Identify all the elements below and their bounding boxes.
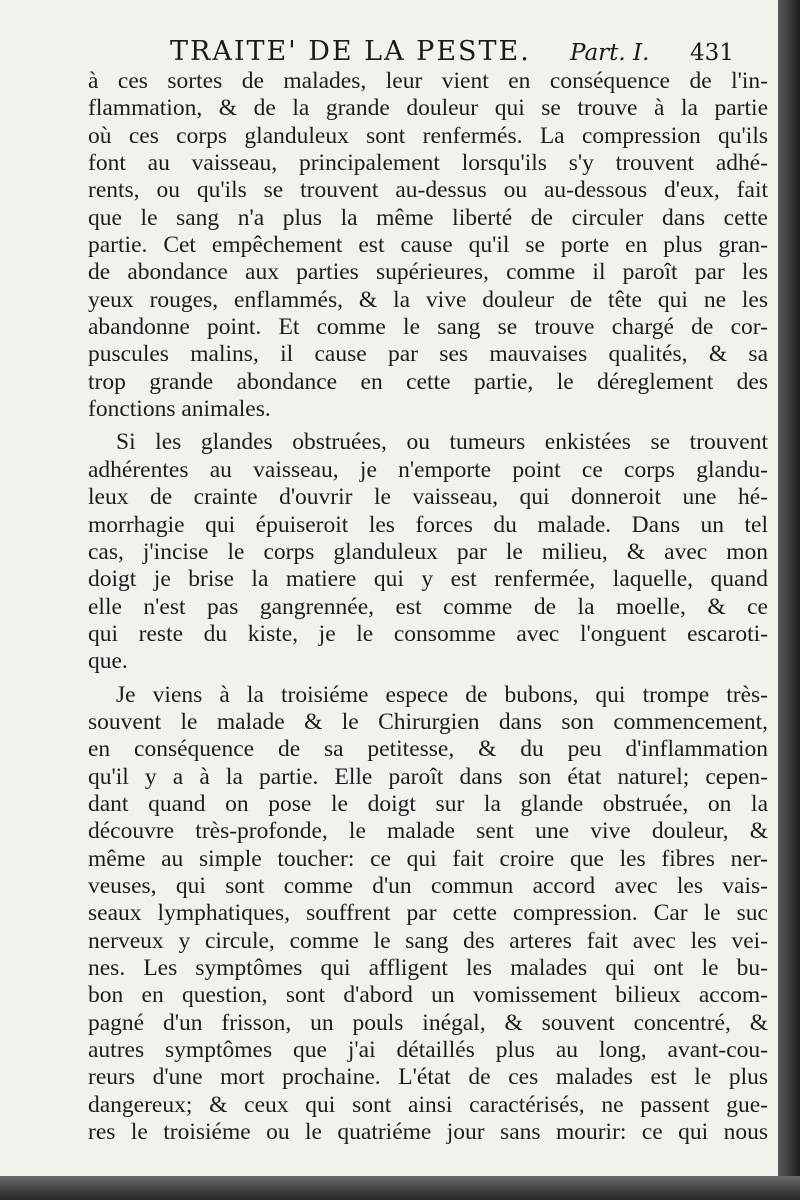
text-line: découvre très-profonde, le malade sent une vive douleur, & [88,818,768,845]
text-line: qu'il y a à la partie. Elle paroît dans son état naturel; cepen- [88,763,768,790]
paragraph-start-line: Je viens à la troisiéme espece de bubons, qui trompe très- [116,681,768,708]
text-line: que le sang n'a plus la même liberté de circuler dans cette [88,204,768,231]
text-line: nerveux y circule, comme le sang des arteres fait avec les vei- [88,927,768,954]
body-text [88,68,768,1146]
text-line: puscules malins, il cause par ses mauvaises qualités, & sa [88,341,768,368]
text-line: res le troisiéme ou le quatriéme jour sans mourir: ce qui nous [88,1119,768,1146]
text-line: même au simple toucher: ce qui fait croire que les fibres ner- [88,845,768,872]
running-title: TRAITE' DE LA PESTE. [170,36,531,67]
text-line: souvent le malade & le Chirurgien dans son commencement, [88,708,768,735]
text-line: où ces corps glanduleux sont renfermés. La compression qu'ils [88,122,768,149]
page-number: 431 [690,40,734,66]
text-line: qui reste du kiste, je le consomme avec l'onguent escaroti- [88,620,768,647]
text-line: dant quand on pose le doigt sur la glande obstruée, on la [88,790,768,817]
text-line: à ces sortes de malades, leur vient en conséquence de l'in- [88,68,768,94]
text-line: trop grande abondance en cette partie, le déreglement des [88,368,768,395]
text-line: dangereux; & ceux qui sont ainsi caractérisés, ne passent gue- [88,1091,768,1118]
text-line: seaux lymphatiques, souffrent par cette compression. Car le suc [88,900,768,927]
part-label: Part. I. [570,40,650,66]
text-line: doigt je brise la matiere qui y est renfermée, laquelle, quand [88,566,768,593]
text-line: partie. Cet empêchement est cause qu'il se porte en plus gran- [88,232,768,259]
text-line: font au vaisseau, principalement lorsqu'ils s'y trouvent adhé- [88,150,768,177]
page-edge-shadow-right [778,0,800,1200]
text-line: morrhagie qui épuiseroit les forces du malade. Dans un tel [88,511,768,538]
text-line: reurs d'une mort prochaine. L'état de ces malades est le plus [88,1064,768,1091]
text-line: en conséquence de sa petitesse, & du peu d'inflammation [88,736,768,763]
text-line: leux de crainte d'ouvrir le vaisseau, qui donneroit une hé- [88,484,768,511]
text-line: rents, ou qu'ils se trouvent au-dessus ou au-dessous d'eux, fait [88,177,768,204]
text-line: veuses, qui sont comme d'un commun accord avec les vais- [88,872,768,899]
text-line: bon en question, sont d'abord un vomissement bilieux accom- [88,982,768,1009]
text-line: abandonne point. Et comme le sang se trouve chargé de cor- [88,314,768,341]
text-line: flammation, & de la grande douleur qui se trouve à la partie [88,95,768,122]
page-edge-shadow-bottom [0,1176,800,1200]
text-line: pagné d'un frisson, un pouls inégal, & souvent concentré, & [88,1009,768,1036]
text-line: yeux rouges, enflammés, & la vive douleur de tête qui ne les [88,286,768,313]
text-line: que. [88,648,128,675]
text-line: elle n'est pas gangrennée, est comme de la moelle, & ce [88,593,768,620]
text-line: cas, j'incise le corps glanduleux par le milieu, & avec mon [88,538,768,565]
text-line: nes. Les symptômes qui affligent les malades qui ont le bu- [88,955,768,981]
text-line: fonctions animales. [88,396,271,423]
paragraph-start-line: Si les glandes obstruées, ou tumeurs enkistées se trouvent [116,429,768,456]
text-line: de abondance aux parties supérieures, comme il paroît par les [88,259,768,286]
text-line: adhérentes au vaisseau, je n'emporte point ce corps glandu- [88,456,768,483]
text-line: autres symptômes que j'ai détaillés plus au long, avant-cou- [88,1037,768,1064]
